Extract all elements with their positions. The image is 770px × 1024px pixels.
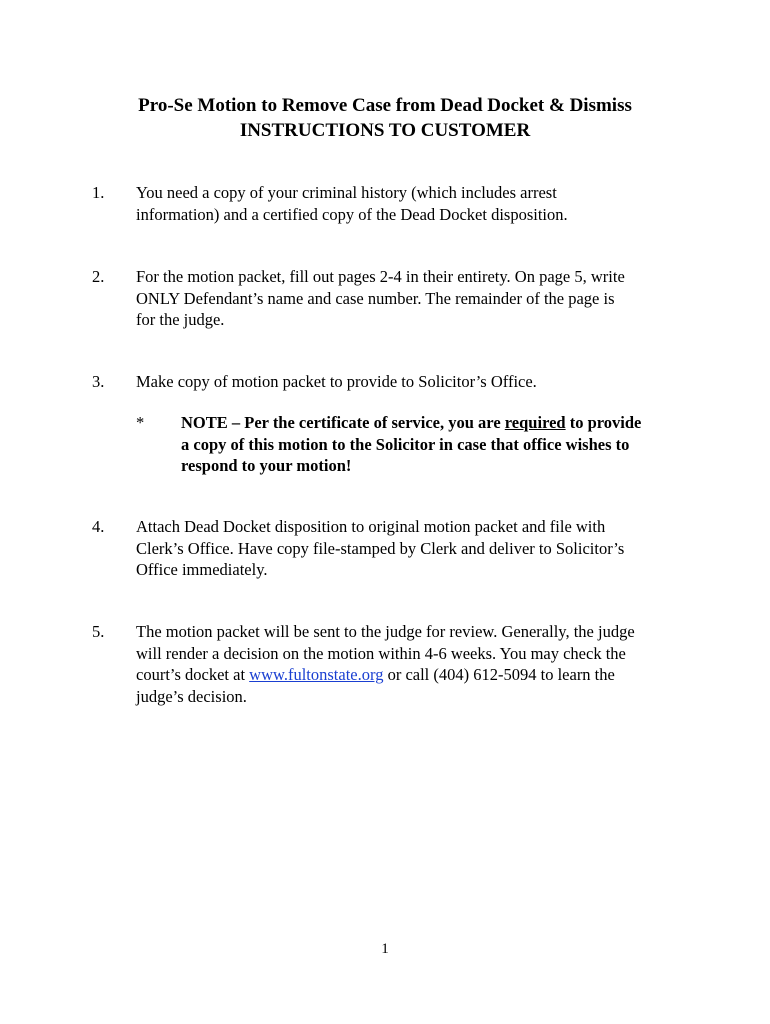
item-line: For the motion packet, fill out pages 2-4 in their entirety. On page 5, write bbox=[136, 267, 625, 286]
item-line: You need a copy of your criminal history (which includes arrest bbox=[136, 183, 557, 202]
item-text bbox=[136, 266, 696, 331]
note-text-before: NOTE – Per the certificate of service, you are bbox=[181, 413, 505, 432]
item-line: information) and a certified copy of the Dead Docket disposition. bbox=[136, 204, 568, 224]
item-line: Make copy of motion packet to provide to Solicitor’s Office. bbox=[136, 372, 537, 391]
item-line: The motion packet will be sent to the judge for review. Generally, the judge bbox=[136, 622, 635, 641]
note-line-1 bbox=[181, 412, 701, 434]
item-number: 4. bbox=[92, 517, 105, 536]
item-line: for the judge. bbox=[136, 310, 225, 329]
item-line-with-link bbox=[136, 664, 696, 686]
item-number: 2. bbox=[92, 267, 105, 286]
item-line: ONLY Defendant’s name and case number. The remainder of the page is bbox=[136, 288, 615, 308]
item-line: Clerk’s Office. Have copy file-stamped by Clerk and deliver to Solicitor’s bbox=[136, 538, 625, 558]
item-line: Office immediately. bbox=[136, 560, 268, 579]
note-line-2: a copy of this motion to the Solicitor in case that office wishes to bbox=[181, 434, 630, 454]
note-marker: * bbox=[136, 413, 145, 432]
note-text bbox=[181, 412, 701, 477]
note-required-word: required bbox=[504, 413, 566, 432]
item-text bbox=[136, 516, 696, 581]
note-text-after: to provide bbox=[565, 413, 642, 432]
item-number: 5. bbox=[92, 622, 105, 641]
item-number: 1. bbox=[92, 183, 105, 202]
item-line: judge’s decision. bbox=[136, 686, 247, 706]
page-number: 1 bbox=[381, 941, 389, 957]
note-line-3: respond to your motion! bbox=[181, 456, 352, 475]
item-text bbox=[136, 182, 696, 225]
link-suffix-text: or call (404) 612-5094 to learn the bbox=[383, 665, 615, 684]
fultonstate-link[interactable]: www.fultonstate.org bbox=[249, 665, 384, 684]
item-line: will render a decision on the motion within 4-6 weeks. You may check the bbox=[136, 643, 626, 663]
document-title: Pro-Se Motion to Remove Case from Dead Docket & Dismiss bbox=[138, 95, 632, 116]
document-subtitle: INSTRUCTIONS TO CUSTOMER bbox=[239, 120, 531, 141]
item-line: Attach Dead Docket disposition to original motion packet and file with bbox=[136, 517, 606, 536]
item-text bbox=[136, 371, 696, 393]
link-prefix-text: court’s docket at bbox=[136, 665, 250, 684]
item-text bbox=[136, 621, 696, 707]
item-number: 3. bbox=[92, 372, 105, 391]
